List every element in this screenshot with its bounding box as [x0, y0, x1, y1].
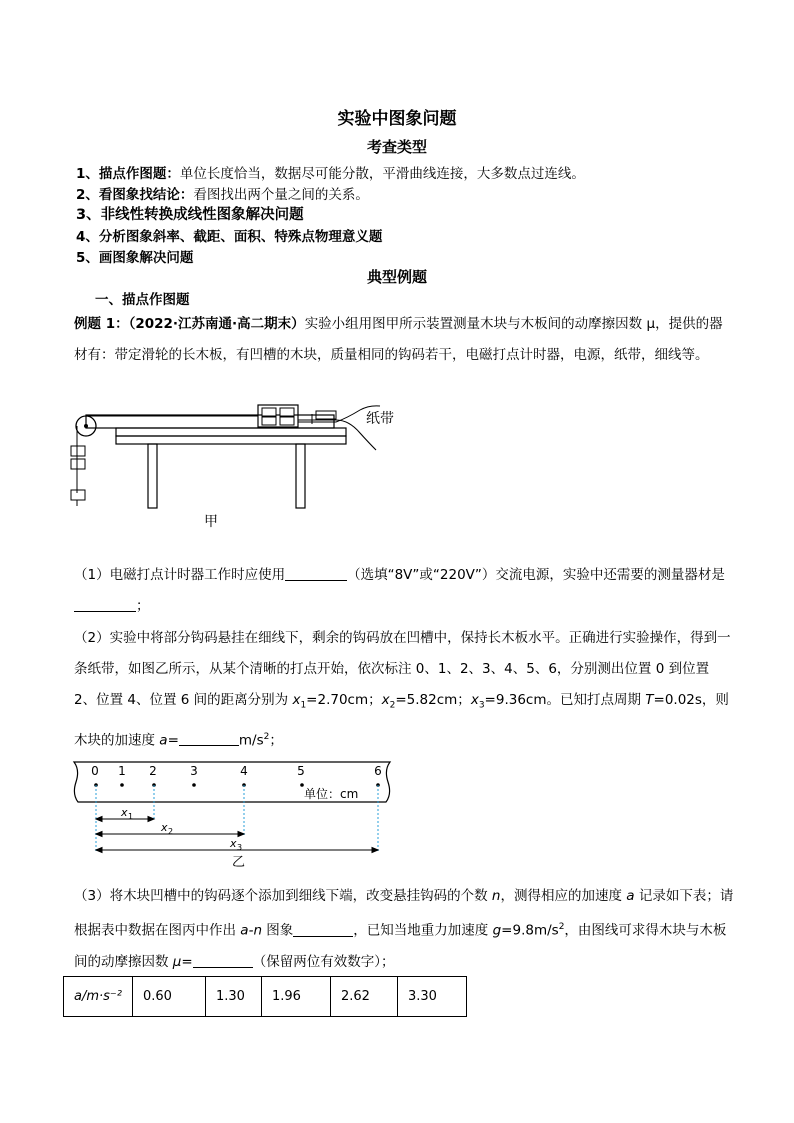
table-cell: 1.30 [206, 977, 262, 1017]
tape-point-1: 1 [118, 764, 126, 778]
figure-tape [66, 758, 396, 870]
tape-label: 纸带 [366, 411, 394, 427]
type-item-5: 5、画图象解决问题 [76, 250, 194, 266]
table-header-cell: a/m·s⁻² [64, 977, 133, 1017]
label-x2-sub: 2 [168, 827, 174, 836]
answer-blank-mu[interactable] [193, 953, 253, 968]
table-cell: 0.60 [133, 977, 206, 1017]
section-heading-examples: 典型例题 [366, 268, 427, 286]
figure-apparatus [64, 398, 404, 538]
type-item-3: 3、非线性转换成线性图象解决问题 [76, 207, 304, 223]
type-item-2: 2、看图象找结论：看图找出两个量之间的关系。 [76, 187, 369, 203]
answer-blank-graph[interactable] [293, 922, 353, 937]
type-item-4: 4、分析图象斜率、截距、面积、特殊点物理意义题 [76, 229, 383, 245]
question-1: （1）电磁打点计时器工作时应使用 （选填“8V”或“220V”）交流电源，实验中还需要的测量器材是 ； [74, 567, 725, 614]
page-title: 实验中图象问题 [337, 109, 457, 129]
part-heading-plotting: 一、描点作图题 [95, 292, 190, 308]
table-cell: 1.96 [262, 977, 331, 1017]
question-2: （2）实验中将部分钩码悬挂在细线下，剩余的钩码放在凹槽中，保持长木板水平。正确进行实验操作，得到一条纸带，如图乙所示，从某个清晰的打点开始，依次标注 0、1、2、3、4、5、6，分别测出位置 0 到位置 2、位置 4、位置 6 间的距离分别为 $x_1=2.70cm$；$x_2=5.82cm$；$x_3=9.36cm$。已知打点周期 T=0.02s，则木块的加速度 $a= m/s^2$； [74, 630, 731, 749]
tape-point-5: 5 [297, 764, 305, 778]
tape-point-6: 6 [374, 764, 382, 778]
figure-1-caption: 甲 [204, 514, 218, 530]
example-1-text: 例题 1：（2022·江苏南通·高二期末）实验小组用图甲所示装置测量木块与木板间的动摩擦因数 μ，提供的器材有：带定滑轮的长木板，有凹槽的木块，质量相同的钩码若干，电磁打点计时器，电源，纸带，细线等。 [74, 316, 723, 363]
label-x3: x [230, 837, 237, 850]
label-x3-sub: 3 [237, 843, 243, 852]
answer-blank-acceleration[interactable] [179, 731, 239, 746]
section-heading-types: 考查类型 [366, 138, 427, 156]
tape-point-0: 0 [91, 764, 99, 778]
table-row [64, 977, 467, 1017]
question-3: （3）将木块凹槽中的钩码逐个添加到细线下端，改变悬挂钩码的个数 n，测得相应的加速度 a 记录如下表；请根据表中数据在图丙中作出 a-n 图象 ，已知当地重力加速度 $g=9.8m/s^2$，由图线可求得木块与木板间的动摩擦因数 μ= （保留两位有效数字）； [74, 888, 734, 970]
figure-2-caption: 乙 [232, 855, 246, 870]
tape-point-4: 4 [240, 764, 248, 778]
table-cell: 3.30 [398, 977, 467, 1017]
tape-unit-label: 单位：cm [304, 787, 359, 801]
answer-blank-instrument[interactable] [74, 597, 136, 612]
label-x1-sub: 1 [128, 812, 134, 821]
answer-blank-voltage[interactable] [285, 566, 347, 581]
data-table [63, 976, 467, 1017]
label-x2: x [161, 821, 168, 834]
type-item-1: 1、描点作图题：单位长度恰当，数据尽可能分散，平滑曲线连接，大多数点过连线。 [76, 166, 585, 182]
table-cell: 2.62 [331, 977, 398, 1017]
label-x1: x [121, 806, 128, 819]
tape-point-2: 2 [149, 764, 157, 778]
tape-point-3: 3 [190, 764, 198, 778]
